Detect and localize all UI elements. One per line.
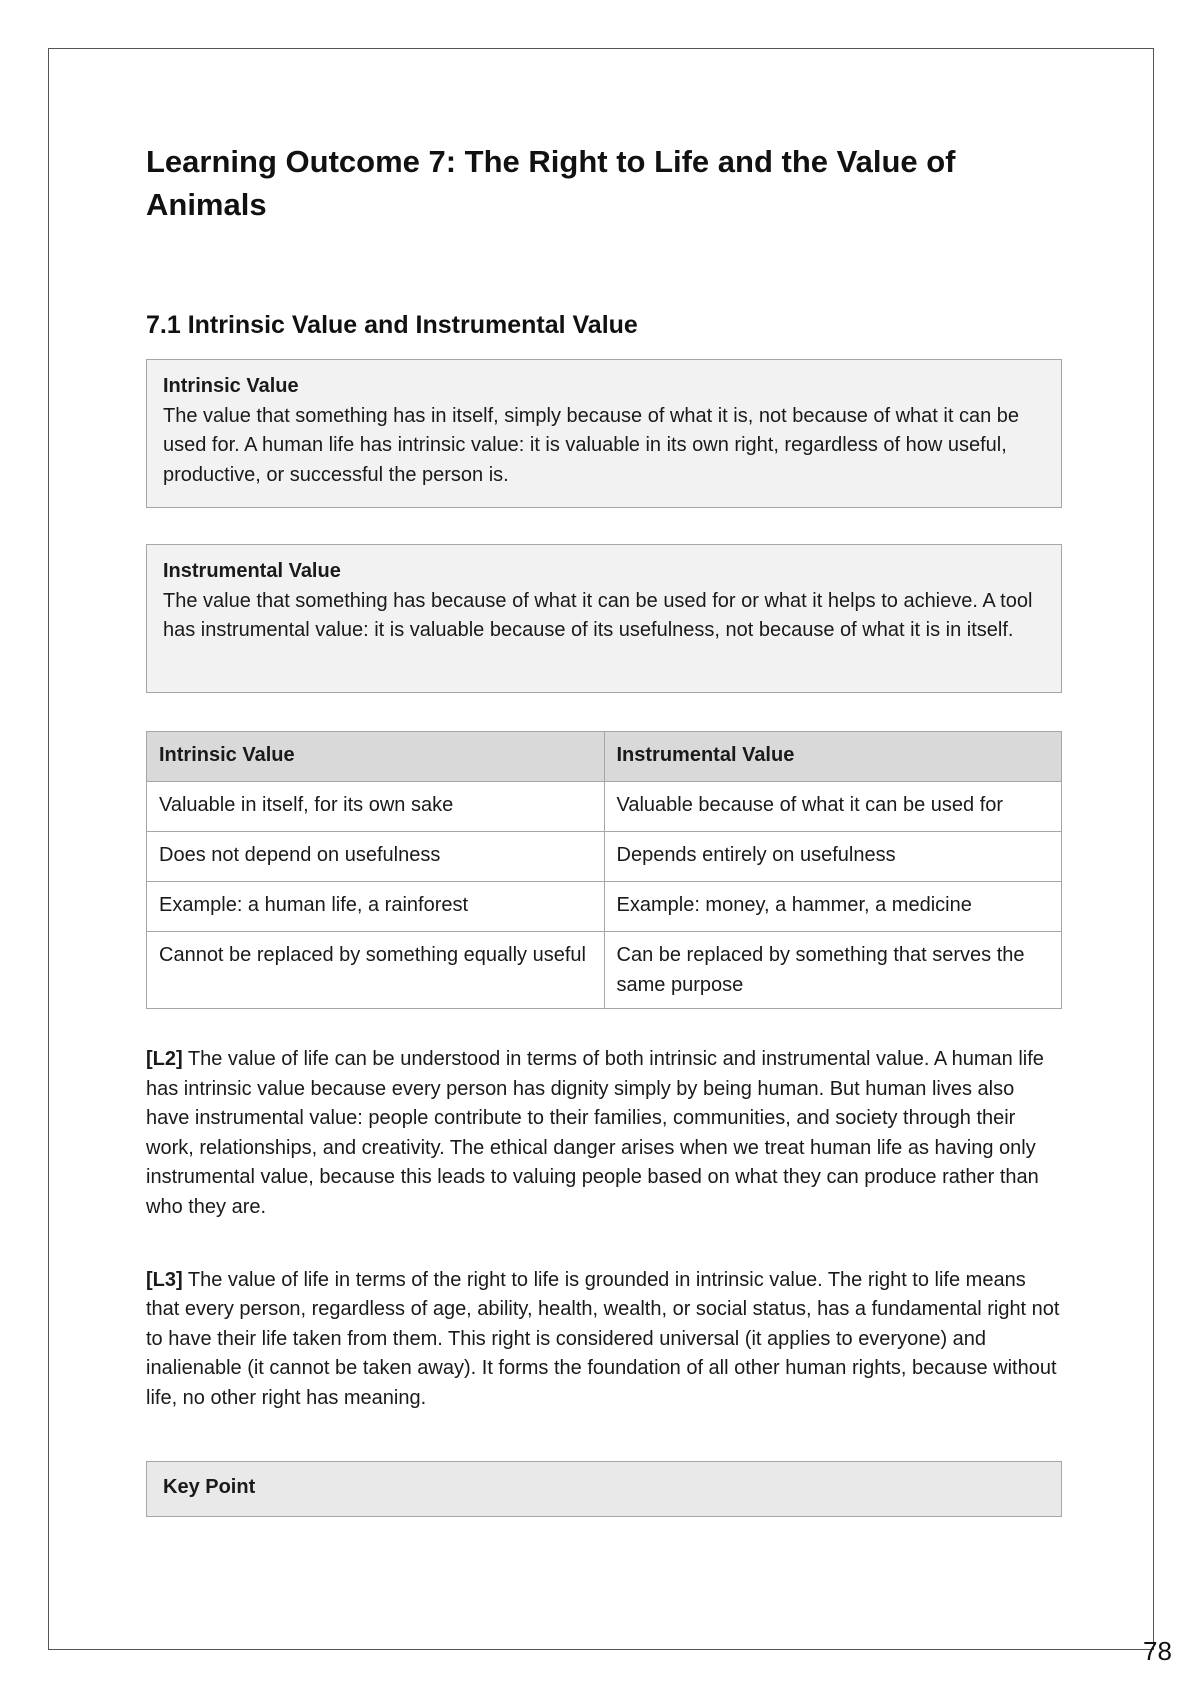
body-paragraph-l2 — [146, 1045, 1062, 1223]
table-row — [147, 782, 1062, 832]
definition-text: The value that something has because of what it can be used for or what it helps to achieve. A tool has instrumental value: it is valuable because of its usefulness, not because of what it is in itself. — [163, 589, 1033, 641]
definition-text: The value that something has in itself, simply because of what it is, not because of what it can be used for. A human life has intrinsic value: it is valuable in its own right, regardless of how useful, productive, or successful the person is. — [163, 404, 1020, 486]
key-point-label: Key Point — [163, 1475, 256, 1498]
table-cell: Does not depend on usefulness — [147, 832, 605, 882]
definition-term: Intrinsic Value — [163, 375, 299, 397]
table-header-cell: Instrumental Value — [604, 732, 1062, 782]
table-cell: Cannot be replaced by something equally useful — [147, 932, 605, 1009]
page-content — [146, 140, 1062, 1517]
key-point-box — [146, 1461, 1062, 1517]
definition-box-intrinsic — [146, 359, 1062, 508]
page-number: 78 — [1143, 1636, 1172, 1666]
table-header-cell: Intrinsic Value — [147, 732, 605, 782]
comparison-table — [146, 731, 1062, 1009]
table-cell: Example: a human life, a rainforest — [147, 882, 605, 932]
level-tag: [L2] — [146, 1048, 183, 1070]
definition-term: Instrumental Value — [163, 560, 341, 582]
table-cell: Valuable because of what it can be used for — [604, 782, 1062, 832]
table-header-row — [147, 732, 1062, 782]
table-cell: Example: money, a hammer, a medicine — [604, 882, 1062, 932]
section-heading: 7.1 Intrinsic Value and Instrumental Value — [146, 311, 638, 339]
paragraph-text: The value of life can be understood in terms of both intrinsic and instrumental value. A human life has intrinsic value because every person has dignity simply by being human. But human lives also have instrumental value: people contribute to their families, communities, and society through their work, relationships, and creativity. The ethical danger arises when we treat human life as having only instrumental value, because this leads to valuing people based on what they can produce rather than who they are. — [146, 1048, 1044, 1218]
body-paragraph-l3 — [146, 1266, 1062, 1414]
table-row — [147, 932, 1062, 1009]
definition-box-instrumental — [146, 544, 1062, 693]
table-row — [147, 832, 1062, 882]
level-tag: [L3] — [146, 1268, 183, 1291]
table-cell: Can be replaced by something that serves the same purpose — [604, 932, 1062, 1009]
page-title: Learning Outcome 7: The Right to Life and the Value of Animals — [146, 144, 956, 222]
table-row — [147, 882, 1062, 932]
table-cell: Valuable in itself, for its own sake — [147, 782, 605, 832]
table-cell: Depends entirely on usefulness — [604, 832, 1062, 882]
paragraph-text: The value of life in terms of the right to life is grounded in intrinsic value. The right to life means that every person, regardless of age, ability, health, wealth, or social status, has a fundamental right not to have their life taken from them. This right is considered universal (it applies to everyone) and inalienable (it cannot be taken away). It forms the foundation of all other human rights, because without life, no other right has meaning. — [146, 1268, 1060, 1409]
